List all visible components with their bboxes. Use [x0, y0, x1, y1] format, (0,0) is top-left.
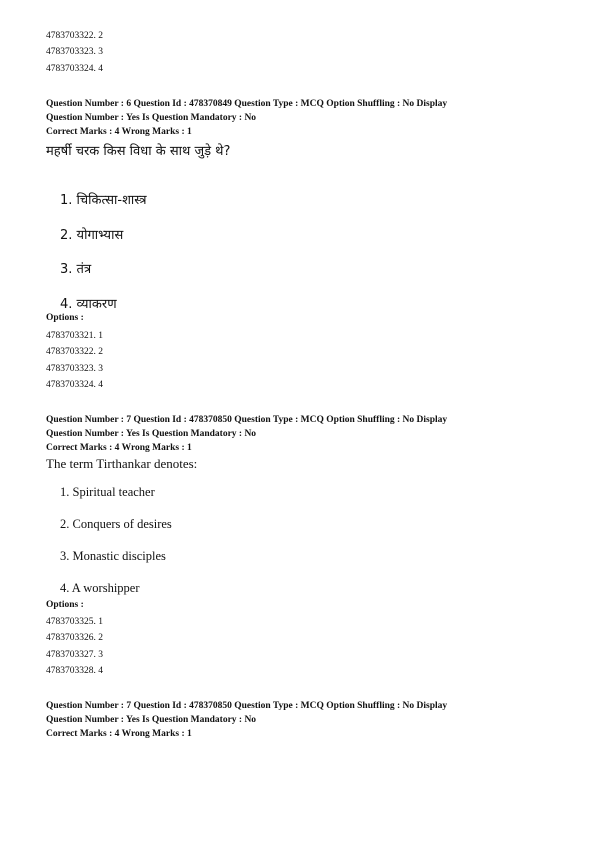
answer-choice: 4. व्याकरण [60, 297, 117, 312]
question-marks: Correct Marks : 4 Wrong Marks : 1 [46, 443, 192, 453]
option-id: 4783703328. 4 [46, 666, 103, 676]
answer-choice: 3. Monastic disciples [60, 549, 166, 563]
question-header: Question Number : Yes Is Question Mandatory : No [46, 429, 257, 439]
option-id: 4783703326. 2 [46, 633, 103, 643]
option-id: 4783703327. 3 [46, 650, 103, 660]
question-header: Question Number : 6 Question Id : 478370849 Question Type : MCQ Option Shuffling : No Display [46, 99, 448, 109]
option-id: 4783703322. 2 [46, 347, 103, 357]
option-id: 4783703321. 1 [46, 331, 103, 341]
option-id: 4783703324. 4 [46, 380, 103, 390]
question-header: Question Number : 7 Question Id : 478370850 Question Type : MCQ Option Shuffling : No Display [46, 701, 448, 711]
question-text: The term Tirthankar denotes: [46, 456, 198, 471]
question-text: महर्षी चरक किस विधा के साथ जुड़े थे? [46, 144, 231, 159]
option-id: 4783703324. 4 [46, 64, 103, 74]
question-header: Question Number : 7 Question Id : 478370850 Question Type : MCQ Option Shuffling : No Display [46, 415, 448, 425]
answer-choice: 2. Conquers of desires [60, 517, 172, 531]
option-id: 4783703323. 3 [46, 364, 103, 374]
answer-choice: 1. चिकित्सा-शास्त्र [60, 193, 147, 208]
option-id: 4783703323. 3 [46, 47, 103, 57]
answer-choice: 4. A worshipper [60, 581, 140, 595]
answer-choice: 2. योगाभ्यास [60, 228, 124, 243]
option-id: 4783703325. 1 [46, 617, 103, 627]
answer-choice: 3. तंत्र [60, 262, 92, 277]
question-marks: Correct Marks : 4 Wrong Marks : 1 [46, 127, 192, 137]
question-marks: Correct Marks : 4 Wrong Marks : 1 [46, 729, 192, 739]
answer-choice: 1. Spiritual teacher [60, 485, 155, 499]
question-header: Question Number : Yes Is Question Mandatory : No [46, 715, 257, 725]
options-label: Options : [46, 600, 84, 610]
options-label: Options : [46, 313, 84, 323]
option-id: 4783703322. 2 [46, 31, 103, 41]
question-header: Question Number : Yes Is Question Mandatory : No [46, 113, 257, 123]
